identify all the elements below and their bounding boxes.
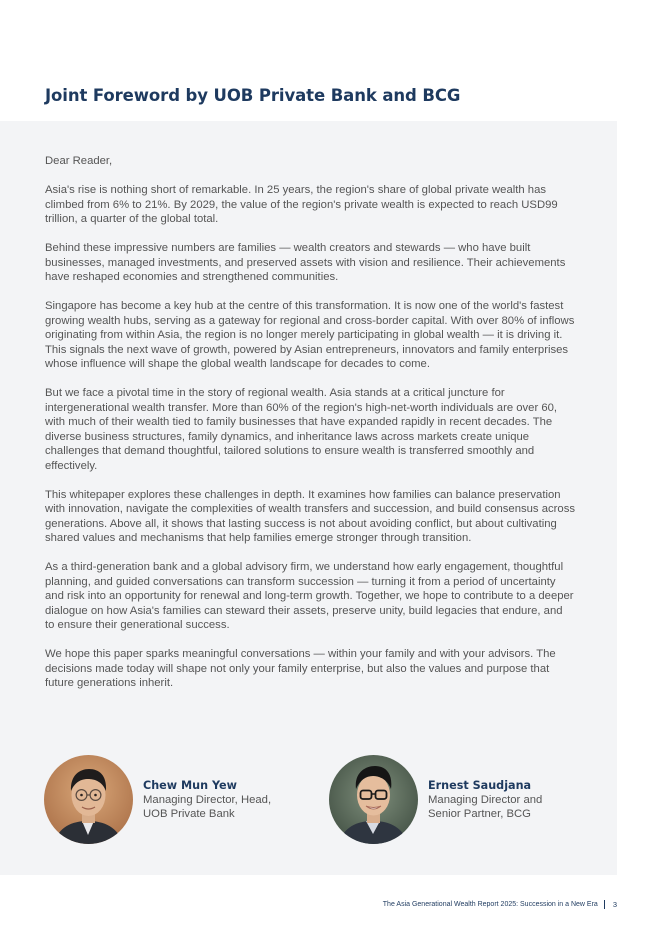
page-title: Joint Foreword by UOB Private Bank and BCG [45,86,461,105]
signatory-title: Senior Partner, BCG [428,808,531,820]
foreword-body [45,154,575,705]
signatory-bcg [329,755,542,844]
page-footer [383,900,617,909]
paragraph: Singapore has become a key hub at the centre of this transformation. It is now one of the world's fastest growing wealth hubs, serving as a gateway for regional and cross-border capital. With over 80% of inflows originating from within Asia, the region is no longer merely participating in global wealth — it is driving it. This signals the next wave of growth, powered by Asian entrepreneurs, innovators and family enterprises whose influence will shape the global wealth landscape for decades to come. [45,300,575,370]
salutation: Dear Reader, [45,155,113,167]
signatory-name: Chew Mun Yew [143,779,237,792]
signatory-title: UOB Private Bank [143,808,235,820]
paragraph: Behind these impressive numbers are families — wealth creators and stewards — who have built businesses, managed investments, and preserved assets with vision and resilience. Their achievements have reshaped economies and strengthened communities. [45,242,566,283]
page-number: 3 [612,900,617,909]
avatar [44,755,133,844]
paragraph: But we face a pivotal time in the story of regional wealth. Asia stands at a critical juncture for intergenerational wealth transfer. More than 60% of the region's high-net-worth individuals are over 60, with much of their wealth tied to family businesses that have expanded rapidly in recent decades. The diverse business structures, family dynamics, and inheritance laws across markets create unique challenges that demand thoughtful, tailored solutions to ensure wealth is transferred smoothly and effectively. [45,387,558,472]
avatar [329,755,418,844]
paragraph: We hope this paper sparks meaningful conversations — within your family and with your advisors. The decisions made today will shape not only your family enterprise, but also the values and purpose that future generations inherit. [45,648,556,689]
paragraph: This whitepaper explores these challenges in depth. It examines how families can balance preservation with innovation, navigate the complexities of wealth transfers and succession, and build consensus across generations. Above all, it shows that lasting success is not about avoiding conflict, but about cultivating shared values and mechanisms that help families emerge stronger through transition. [45,488,575,544]
signatory-title: Managing Director, Head, [143,794,272,806]
signatory-uob [44,755,271,844]
paragraph: As a third-generation bank and a global advisory firm, we understand how early engagement, thoughtful planning, and guided conversations can transform succession — turning it from a period of uncertainty and risk into an opportunity for renewal and long-term growth. Together, we hope to contribute to a deeper dialogue on how Asia's families can steward their assets, preserve unity, build legacies that endure, and to ensure their generational success. [45,561,574,631]
footer-report-title: The Asia Generational Wealth Report 2025: Succession in a New Era [382,901,598,908]
footer-divider [604,900,605,909]
signatory-title: Managing Director and [428,794,543,806]
signatory-name: Ernest Saudjana [428,779,532,792]
paragraph: Asia's rise is nothing short of remarkable. In 25 years, the region's share of global private wealth has climbed from 6% to 21%. By 2029, the value of the region's private wealth is expected to reach USD99 trillion, a quarter of the global total. [45,184,558,225]
